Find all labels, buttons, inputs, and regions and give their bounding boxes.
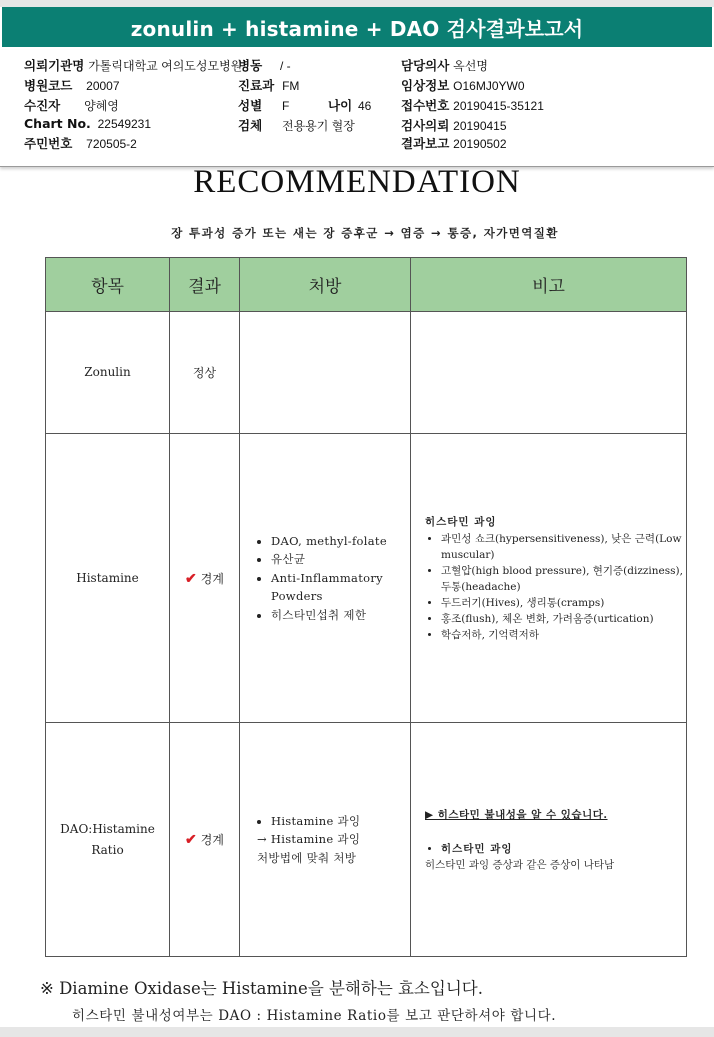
item-dao-ratio: DAO:Histamine Ratio xyxy=(46,723,170,957)
list-item: • 유산균 xyxy=(271,550,409,569)
table-row-zonulin xyxy=(46,312,687,434)
mechanism-flow: 장 투과성 증가 또는 새는 장 증후군 → 염증 → 통증, 자가면역질환 xyxy=(171,226,559,240)
specimen-field: 검체 전용용기 혈장 xyxy=(238,118,355,133)
resident-no-field: 주민번호 720505-2 xyxy=(24,136,137,151)
chart-no-field: Chart No. 22549231 xyxy=(24,116,152,131)
prescription-zonulin xyxy=(240,312,411,434)
prescription-dao-ratio xyxy=(240,723,411,957)
dao-note-list xyxy=(425,841,685,857)
result-text: 경계 xyxy=(200,833,224,847)
note-title: 히스타민 과잉 xyxy=(425,515,497,528)
institution-field: 의뢰기관명 가톨릭대학교 여의도성모병원 xyxy=(24,58,243,73)
list-item: • 학습저하, 기억력저하 xyxy=(441,627,685,643)
list-item: • DAO, methyl-folate xyxy=(271,532,409,551)
notes-histamine xyxy=(411,434,687,723)
list-item: • 두드러기(Hives), 생리통(cramps) xyxy=(441,595,685,611)
sex-field: 성별 F xyxy=(238,98,290,113)
ward-field: 병동 / - xyxy=(238,58,291,73)
receipt-no-field: 접수번호 20190415-35121 xyxy=(401,98,544,113)
footer-note-ratio: 히스타민 불내성여부는 DAO : Histamine Ratio를 보고 판단하셔야 합니다. xyxy=(72,1008,557,1024)
table-row-dao-ratio xyxy=(46,723,687,957)
clinical-info-field: 임상정보 O16MJ0YW0 xyxy=(401,78,525,93)
result-histamine xyxy=(170,434,240,723)
footer-note-dao: ※ Diamine Oxidase는 Histamine을 분해하는 효소입니다. xyxy=(40,979,483,998)
list-item: • 홍조(flush), 체온 변화, 가려움증(urtication) xyxy=(441,611,685,627)
header-item: 항목 xyxy=(46,258,170,312)
result-zonulin: 정상 xyxy=(170,312,240,434)
check-icon: ✔ xyxy=(185,832,197,848)
top-border xyxy=(0,0,714,7)
dao-note xyxy=(412,807,685,873)
recommendation-title: RECOMMENDATION xyxy=(193,164,521,200)
symptom-list xyxy=(425,531,685,643)
list-item: • 과민성 쇼크(hypersensitiveness), 낮은 근력(Low muscular) xyxy=(441,531,685,563)
item-histamine: Histamine xyxy=(46,434,170,723)
list-item: • 히스타민섭취 제한 xyxy=(271,606,409,625)
hospital-code-field: 병원코드 20007 xyxy=(24,78,120,93)
table-row-histamine xyxy=(46,434,687,723)
result-text: 경계 xyxy=(200,571,224,586)
list-item: • 히스타민 과잉 xyxy=(441,841,685,857)
request-date-field: 검사의뢰 20190415 xyxy=(401,118,507,133)
notes-zonulin xyxy=(411,312,687,434)
recommendation-table xyxy=(45,257,687,957)
patient-field: 수진자 양혜영 xyxy=(24,98,119,113)
prescription-list xyxy=(241,532,409,625)
header-notes: 비고 xyxy=(411,258,687,312)
note-heading: ▶ 히스타민 불내성을 알 수 있습니다. xyxy=(425,808,608,821)
note-text: 히스타민 과잉 증상과 같은 증상이 나타남 xyxy=(425,858,615,871)
list-item: • Histamine 과잉 → Histamine 과잉 처방법에 맞춰 처방 xyxy=(271,812,409,868)
patient-info-panel xyxy=(0,50,714,167)
prescription-list xyxy=(241,812,409,868)
age-field: 나이 46 xyxy=(328,98,372,113)
table-header-row xyxy=(46,258,687,312)
check-icon: ✔ xyxy=(185,570,197,587)
list-item: • Anti-Inflammatory Powders xyxy=(271,569,409,606)
histamine-note xyxy=(412,514,685,643)
report-header xyxy=(2,7,712,47)
bottom-border xyxy=(0,1027,714,1037)
item-zonulin: Zonulin xyxy=(46,312,170,434)
dept-field: 진료과 FM xyxy=(238,78,300,93)
header-prescription: 처방 xyxy=(240,258,411,312)
doctor-field: 담당의사 옥선명 xyxy=(401,58,488,73)
header-result: 결과 xyxy=(170,258,240,312)
result-dao-ratio xyxy=(170,723,240,957)
prescription-histamine xyxy=(240,434,411,723)
report-title: zonulin + histamine + DAO 검사결과보고서 xyxy=(130,16,584,41)
report-date-field: 결과보고 20190502 xyxy=(401,136,507,151)
list-item: • 고혈압(high blood pressure), 현기증(dizziness), 두통(headache) xyxy=(441,563,685,595)
notes-dao-ratio xyxy=(411,723,687,957)
